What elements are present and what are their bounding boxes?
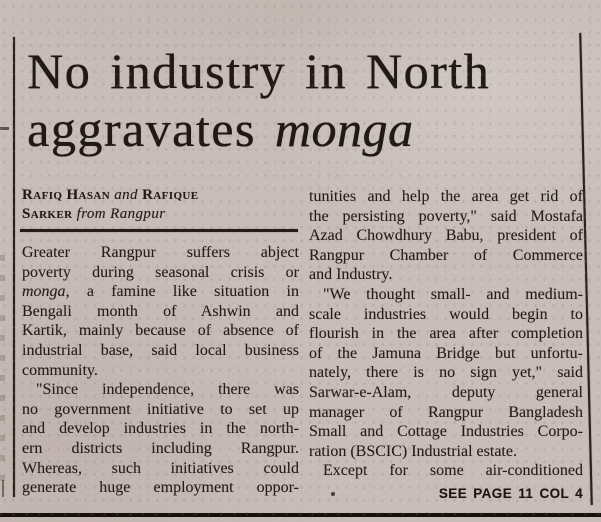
paragraph xyxy=(309,285,583,461)
headline-line-1: No industry in North xyxy=(27,43,491,99)
text-line: monga, a famine like situation in xyxy=(22,283,299,301)
text-line: Azad Chowdhury Babu, president of xyxy=(309,227,583,245)
paragraph xyxy=(22,380,299,498)
text-line: and develop industries in the north- xyxy=(22,420,299,438)
continuation-notice: SEE PAGE 11 COL 4 xyxy=(438,485,583,501)
paragraph xyxy=(309,461,583,481)
text-line: Bengali month of Ashwin and xyxy=(22,302,299,320)
text-line: Except for some air-conditioned xyxy=(323,462,583,480)
text-line: Greater Rangpur suffers abject xyxy=(22,244,299,261)
paragraph xyxy=(22,243,299,380)
text-line: generate huge employment oppor- xyxy=(22,479,299,497)
article-right-column xyxy=(309,187,583,504)
byline-line-1: Rafiq Hasan and Rafique xyxy=(22,187,199,203)
text-line: of the Jamuna Bridge but unfortu- xyxy=(309,344,583,362)
text-line: industrial base, said local business xyxy=(22,341,299,359)
text-line: Whereas, such initiatives could xyxy=(22,459,299,477)
text-line: "We thought small- and medium- xyxy=(323,285,583,303)
text-line: "Since independence, there was xyxy=(36,381,299,399)
byline-line-2: Sarker from Rangpur xyxy=(22,206,166,222)
text-line: Kartik, mainly because of absence of xyxy=(22,322,299,340)
text-line: poverty during seasonal crisis or xyxy=(22,263,299,281)
text-line: manager of Rangpur Bangladesh xyxy=(309,403,583,421)
text-line: community. xyxy=(22,361,98,379)
text-line: ern districts including Rangpur. xyxy=(22,439,299,457)
ink-speck xyxy=(331,492,335,496)
headline-line-2: aggravates monga xyxy=(27,101,414,157)
text-line: and Industry. xyxy=(309,266,393,284)
byline-divider xyxy=(20,229,298,232)
scan-artifact xyxy=(0,255,5,485)
text-line: tunities and help the area get rid of xyxy=(309,188,583,205)
text-line: flourish in the area after completion xyxy=(309,325,583,343)
text-line: Rangpur Chamber of Commerce xyxy=(309,246,583,264)
left-column-rule xyxy=(13,37,15,497)
article-left-column xyxy=(22,243,299,498)
byline xyxy=(22,186,300,224)
text-line: Sarwar-e-Alam, deputy general xyxy=(309,383,583,401)
headline xyxy=(27,42,583,158)
text-line: Small and Cottage Industries Corpo- xyxy=(309,423,583,441)
text-line: the persisting poverty," said Mostafa xyxy=(309,207,583,225)
text-line: nately, there is no sign yet," said xyxy=(309,364,583,382)
text-line: no government initiative to set up xyxy=(22,400,299,418)
scan-artifact xyxy=(0,127,9,130)
text-line: scale industries would begin to xyxy=(309,305,583,323)
text-line: ration (BSCIC) Industrial estate. xyxy=(309,442,517,460)
bottom-divider xyxy=(0,513,601,517)
paragraph xyxy=(309,187,583,285)
